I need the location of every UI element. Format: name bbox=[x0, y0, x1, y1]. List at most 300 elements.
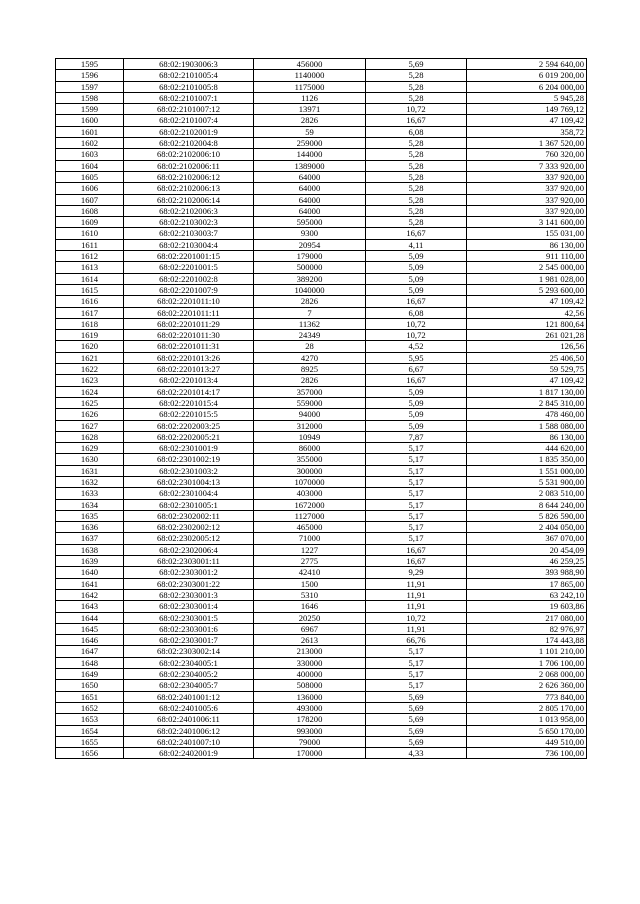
row-number-cell: 1625 bbox=[56, 397, 124, 408]
table-row bbox=[56, 205, 587, 216]
table-row bbox=[56, 330, 587, 341]
rate-cell: 4,52 bbox=[366, 341, 467, 352]
table-row bbox=[56, 556, 587, 567]
table-row bbox=[56, 646, 587, 657]
row-number-cell: 1655 bbox=[56, 736, 124, 747]
cadastral-value-cell: 47 109,42 bbox=[467, 375, 587, 386]
row-number-cell: 1646 bbox=[56, 635, 124, 646]
cadastral-number-cell: 68:02:2303001:7 bbox=[124, 635, 254, 646]
cadastral-value-cell: 1 551 000,00 bbox=[467, 465, 587, 476]
area-cell: 500000 bbox=[254, 262, 366, 273]
area-cell: 2826 bbox=[254, 375, 366, 386]
cadastral-value-cell: 47 109,42 bbox=[467, 296, 587, 307]
rate-cell: 66,76 bbox=[366, 635, 467, 646]
row-number-cell: 1624 bbox=[56, 386, 124, 397]
cadastral-number-cell: 68:02:2301002:19 bbox=[124, 454, 254, 465]
area-cell: 2826 bbox=[254, 296, 366, 307]
rate-cell: 5,17 bbox=[366, 488, 467, 499]
row-number-cell: 1607 bbox=[56, 194, 124, 205]
cadastral-value-cell: 42,56 bbox=[467, 307, 587, 318]
table-row bbox=[56, 92, 587, 103]
table-row bbox=[56, 714, 587, 725]
rate-cell: 5,28 bbox=[366, 70, 467, 81]
area-cell: 493000 bbox=[254, 702, 366, 713]
table-row bbox=[56, 341, 587, 352]
cadastral-number-cell: 68:02:2301005:1 bbox=[124, 499, 254, 510]
cadastral-number-cell: 68:02:2102006:3 bbox=[124, 205, 254, 216]
table-row bbox=[56, 736, 587, 747]
cadastral-number-cell: 68:02:2202005:21 bbox=[124, 431, 254, 442]
cadastral-number-cell: 68:02:2201015:4 bbox=[124, 397, 254, 408]
table-row bbox=[56, 171, 587, 182]
area-cell: 213000 bbox=[254, 646, 366, 657]
cadastral-value-cell: 86 130,00 bbox=[467, 431, 587, 442]
area-cell: 6967 bbox=[254, 623, 366, 634]
area-cell: 2775 bbox=[254, 556, 366, 567]
area-cell: 465000 bbox=[254, 522, 366, 533]
area-cell: 178200 bbox=[254, 714, 366, 725]
cadastral-number-cell: 68:02:2201013:26 bbox=[124, 352, 254, 363]
cadastral-number-cell: 68:02:2201013:4 bbox=[124, 375, 254, 386]
cadastral-value-cell: 736 100,00 bbox=[467, 748, 587, 759]
area-cell: 20954 bbox=[254, 239, 366, 250]
table-body bbox=[56, 59, 587, 759]
cadastral-number-cell: 68:02:2201011:10 bbox=[124, 296, 254, 307]
row-number-cell: 1648 bbox=[56, 657, 124, 668]
table-row bbox=[56, 420, 587, 431]
rate-cell: 16,67 bbox=[366, 556, 467, 567]
row-number-cell: 1598 bbox=[56, 92, 124, 103]
table-row bbox=[56, 239, 587, 250]
cadastral-number-cell: 68:02:2304005:2 bbox=[124, 669, 254, 680]
cadastral-number-cell: 68:02:2201011:29 bbox=[124, 318, 254, 329]
area-cell: 559000 bbox=[254, 397, 366, 408]
table-row bbox=[56, 510, 587, 521]
rate-cell: 5,17 bbox=[366, 476, 467, 487]
table-row bbox=[56, 273, 587, 284]
area-cell: 357000 bbox=[254, 386, 366, 397]
cadastral-value-cell: 1 013 958,00 bbox=[467, 714, 587, 725]
area-cell: 456000 bbox=[254, 59, 366, 70]
cadastral-value-cell: 59 529,75 bbox=[467, 364, 587, 375]
table-row bbox=[56, 104, 587, 115]
area-cell: 1127000 bbox=[254, 510, 366, 521]
cadastral-value-cell: 2 068 000,00 bbox=[467, 669, 587, 680]
cadastral-value-cell: 5 650 170,00 bbox=[467, 725, 587, 736]
row-number-cell: 1609 bbox=[56, 217, 124, 228]
row-number-cell: 1610 bbox=[56, 228, 124, 239]
table-row bbox=[56, 533, 587, 544]
area-cell: 9300 bbox=[254, 228, 366, 239]
cadastral-value-cell: 7 333 920,00 bbox=[467, 160, 587, 171]
cadastral-value-cell: 5 293 600,00 bbox=[467, 284, 587, 295]
cadastral-number-cell: 68:02:2201002:8 bbox=[124, 273, 254, 284]
rate-cell: 5,28 bbox=[366, 160, 467, 171]
rate-cell: 5,28 bbox=[366, 205, 467, 216]
area-cell: 1389000 bbox=[254, 160, 366, 171]
row-number-cell: 1641 bbox=[56, 578, 124, 589]
rate-cell: 4,11 bbox=[366, 239, 467, 250]
rate-cell: 5,17 bbox=[366, 669, 467, 680]
rate-cell: 10,72 bbox=[366, 612, 467, 623]
cadastral-value-cell: 337 920,00 bbox=[467, 205, 587, 216]
area-cell: 7 bbox=[254, 307, 366, 318]
cadastral-number-cell: 68:02:2301001:9 bbox=[124, 443, 254, 454]
cadastral-number-cell: 68:02:2201007:9 bbox=[124, 284, 254, 295]
row-number-cell: 1636 bbox=[56, 522, 124, 533]
table-row bbox=[56, 318, 587, 329]
row-number-cell: 1652 bbox=[56, 702, 124, 713]
rate-cell: 5,28 bbox=[366, 138, 467, 149]
cadastral-value-cell: 1 981 028,00 bbox=[467, 273, 587, 284]
row-number-cell: 1633 bbox=[56, 488, 124, 499]
row-number-cell: 1639 bbox=[56, 556, 124, 567]
row-number-cell: 1622 bbox=[56, 364, 124, 375]
table-row bbox=[56, 375, 587, 386]
area-cell: 1070000 bbox=[254, 476, 366, 487]
cadastral-value-cell: 760 320,00 bbox=[467, 149, 587, 160]
cadastral-number-cell: 68:02:2102006:14 bbox=[124, 194, 254, 205]
rate-cell: 5,69 bbox=[366, 725, 467, 736]
cadastral-number-cell: 68:02:2201001:15 bbox=[124, 251, 254, 262]
table-row bbox=[56, 635, 587, 646]
table-row bbox=[56, 262, 587, 273]
cadastral-number-cell: 68:02:2401007:10 bbox=[124, 736, 254, 747]
cadastral-value-cell: 337 920,00 bbox=[467, 171, 587, 182]
area-cell: 400000 bbox=[254, 669, 366, 680]
area-cell: 508000 bbox=[254, 680, 366, 691]
cadastral-value-cell: 2 594 640,00 bbox=[467, 59, 587, 70]
area-cell: 71000 bbox=[254, 533, 366, 544]
area-cell: 259000 bbox=[254, 138, 366, 149]
cadastral-value-cell: 337 920,00 bbox=[467, 194, 587, 205]
area-cell: 595000 bbox=[254, 217, 366, 228]
row-number-cell: 1643 bbox=[56, 601, 124, 612]
rate-cell: 5,28 bbox=[366, 171, 467, 182]
row-number-cell: 1629 bbox=[56, 443, 124, 454]
area-cell: 11362 bbox=[254, 318, 366, 329]
area-cell: 403000 bbox=[254, 488, 366, 499]
cadastral-value-cell: 86 130,00 bbox=[467, 239, 587, 250]
cadastral-value-cell: 911 110,00 bbox=[467, 251, 587, 262]
table-row bbox=[56, 352, 587, 363]
row-number-cell: 1615 bbox=[56, 284, 124, 295]
area-cell: 312000 bbox=[254, 420, 366, 431]
row-number-cell: 1614 bbox=[56, 273, 124, 284]
row-number-cell: 1626 bbox=[56, 409, 124, 420]
rate-cell: 5,28 bbox=[366, 183, 467, 194]
rate-cell: 6,67 bbox=[366, 364, 467, 375]
row-number-cell: 1601 bbox=[56, 126, 124, 137]
row-number-cell: 1632 bbox=[56, 476, 124, 487]
area-cell: 170000 bbox=[254, 748, 366, 759]
cadastral-number-cell: 68:02:2202003:25 bbox=[124, 420, 254, 431]
rate-cell: 5,17 bbox=[366, 454, 467, 465]
cadastral-number-cell: 68:02:2102006:10 bbox=[124, 149, 254, 160]
cadastral-number-cell: 68:02:2301004:4 bbox=[124, 488, 254, 499]
row-number-cell: 1613 bbox=[56, 262, 124, 273]
cadastral-value-cell: 1 367 520,00 bbox=[467, 138, 587, 149]
rate-cell: 5,17 bbox=[366, 680, 467, 691]
rate-cell: 11,91 bbox=[366, 601, 467, 612]
cadastral-number-cell: 68:02:2102006:12 bbox=[124, 171, 254, 182]
cadastral-number-cell: 68:02:2103004:4 bbox=[124, 239, 254, 250]
row-number-cell: 1605 bbox=[56, 171, 124, 182]
table-row bbox=[56, 296, 587, 307]
area-cell: 8925 bbox=[254, 364, 366, 375]
row-number-cell: 1619 bbox=[56, 330, 124, 341]
cadastral-number-cell: 68:02:2303001:2 bbox=[124, 567, 254, 578]
area-cell: 389200 bbox=[254, 273, 366, 284]
cadastral-value-cell: 126,56 bbox=[467, 341, 587, 352]
rate-cell: 5,28 bbox=[366, 149, 467, 160]
area-cell: 79000 bbox=[254, 736, 366, 747]
cadastral-number-cell: 68:02:2201011:30 bbox=[124, 330, 254, 341]
cadastral-number-cell: 68:02:2301004:13 bbox=[124, 476, 254, 487]
cadastral-number-cell: 68:02:2201015:5 bbox=[124, 409, 254, 420]
cadastral-number-cell: 68:02:2303001:4 bbox=[124, 601, 254, 612]
row-number-cell: 1618 bbox=[56, 318, 124, 329]
cadastral-value-cell: 6 204 000,00 bbox=[467, 81, 587, 92]
cadastral-number-cell: 68:02:2304005:1 bbox=[124, 657, 254, 668]
cadastral-value-cell: 5 531 900,00 bbox=[467, 476, 587, 487]
area-cell: 94000 bbox=[254, 409, 366, 420]
rate-cell: 5,09 bbox=[366, 397, 467, 408]
cadastral-number-cell: 68:02:2303002:14 bbox=[124, 646, 254, 657]
cadastral-value-cell: 3 141 600,00 bbox=[467, 217, 587, 228]
row-number-cell: 1596 bbox=[56, 70, 124, 81]
row-number-cell: 1654 bbox=[56, 725, 124, 736]
row-number-cell: 1642 bbox=[56, 589, 124, 600]
table-row bbox=[56, 397, 587, 408]
table-row bbox=[56, 183, 587, 194]
cadastral-number-cell: 68:02:1903006:3 bbox=[124, 59, 254, 70]
cadastral-number-cell: 68:02:2102004:8 bbox=[124, 138, 254, 149]
cadastral-value-cell: 8 644 240,00 bbox=[467, 499, 587, 510]
rate-cell: 5,09 bbox=[366, 420, 467, 431]
table-row bbox=[56, 612, 587, 623]
table-row bbox=[56, 748, 587, 759]
cadastral-number-cell: 68:02:2401006:11 bbox=[124, 714, 254, 725]
area-cell: 179000 bbox=[254, 251, 366, 262]
table-row bbox=[56, 431, 587, 442]
row-number-cell: 1656 bbox=[56, 748, 124, 759]
area-cell: 1175000 bbox=[254, 81, 366, 92]
cadastral-number-cell: 68:02:2101007:1 bbox=[124, 92, 254, 103]
cadastral-number-cell: 68:02:2401005:6 bbox=[124, 702, 254, 713]
row-number-cell: 1650 bbox=[56, 680, 124, 691]
area-cell: 64000 bbox=[254, 194, 366, 205]
rate-cell: 16,67 bbox=[366, 296, 467, 307]
row-number-cell: 1631 bbox=[56, 465, 124, 476]
rate-cell: 5,28 bbox=[366, 81, 467, 92]
rate-cell: 5,09 bbox=[366, 409, 467, 420]
cadastral-number-cell: 68:02:2101005:8 bbox=[124, 81, 254, 92]
rate-cell: 11,91 bbox=[366, 589, 467, 600]
cadastral-value-cell: 367 070,00 bbox=[467, 533, 587, 544]
row-number-cell: 1620 bbox=[56, 341, 124, 352]
rate-cell: 5,17 bbox=[366, 510, 467, 521]
cadastral-number-cell: 68:02:2302002:12 bbox=[124, 522, 254, 533]
rate-cell: 5,17 bbox=[366, 533, 467, 544]
row-number-cell: 1603 bbox=[56, 149, 124, 160]
table-row bbox=[56, 499, 587, 510]
table-row bbox=[56, 126, 587, 137]
area-cell: 1227 bbox=[254, 544, 366, 555]
rate-cell: 5,69 bbox=[366, 59, 467, 70]
area-cell: 2826 bbox=[254, 115, 366, 126]
rate-cell: 5,17 bbox=[366, 522, 467, 533]
rate-cell: 16,67 bbox=[366, 228, 467, 239]
row-number-cell: 1628 bbox=[56, 431, 124, 442]
cadastral-value-cell: 478 460,00 bbox=[467, 409, 587, 420]
rate-cell: 5,09 bbox=[366, 284, 467, 295]
rate-cell: 9,29 bbox=[366, 567, 467, 578]
row-number-cell: 1606 bbox=[56, 183, 124, 194]
rate-cell: 10,72 bbox=[366, 330, 467, 341]
cadastral-value-cell: 6 019 200,00 bbox=[467, 70, 587, 81]
table-row bbox=[56, 251, 587, 262]
rate-cell: 5,17 bbox=[366, 646, 467, 657]
row-number-cell: 1651 bbox=[56, 691, 124, 702]
table-row bbox=[56, 138, 587, 149]
table-row bbox=[56, 160, 587, 171]
cadastral-value-cell: 358,72 bbox=[467, 126, 587, 137]
rate-cell: 5,17 bbox=[366, 465, 467, 476]
cadastral-value-cell: 1 588 080,00 bbox=[467, 420, 587, 431]
table-row bbox=[56, 70, 587, 81]
table-row bbox=[56, 669, 587, 680]
cadastral-number-cell: 68:02:2201011:11 bbox=[124, 307, 254, 318]
cadastral-value-cell: 82 976,97 bbox=[467, 623, 587, 634]
cadastral-number-cell: 68:02:2103003:7 bbox=[124, 228, 254, 239]
table-row bbox=[56, 409, 587, 420]
area-cell: 330000 bbox=[254, 657, 366, 668]
table-row bbox=[56, 567, 587, 578]
area-cell: 1646 bbox=[254, 601, 366, 612]
cadastral-number-cell: 68:02:2302002:11 bbox=[124, 510, 254, 521]
rate-cell: 5,28 bbox=[366, 92, 467, 103]
rate-cell: 16,67 bbox=[366, 544, 467, 555]
rate-cell: 5,17 bbox=[366, 657, 467, 668]
cadastral-value-cell: 1 101 210,00 bbox=[467, 646, 587, 657]
cadastral-value-cell: 5 826 590,00 bbox=[467, 510, 587, 521]
area-cell: 1672000 bbox=[254, 499, 366, 510]
rate-cell: 11,91 bbox=[366, 623, 467, 634]
row-number-cell: 1599 bbox=[56, 104, 124, 115]
cadastral-value-cell: 121 800,64 bbox=[467, 318, 587, 329]
table-row bbox=[56, 465, 587, 476]
area-cell: 300000 bbox=[254, 465, 366, 476]
row-number-cell: 1653 bbox=[56, 714, 124, 725]
table-row bbox=[56, 443, 587, 454]
cadastral-value-cell: 449 510,00 bbox=[467, 736, 587, 747]
rate-cell: 10,72 bbox=[366, 318, 467, 329]
cadastral-number-cell: 68:02:2102001:9 bbox=[124, 126, 254, 137]
rate-cell: 6,08 bbox=[366, 126, 467, 137]
cadastral-number-cell: 68:02:2101007:4 bbox=[124, 115, 254, 126]
table-row bbox=[56, 194, 587, 205]
row-number-cell: 1597 bbox=[56, 81, 124, 92]
cadastral-value-cell: 47 109,42 bbox=[467, 115, 587, 126]
cadastral-number-cell: 68:02:2401006:12 bbox=[124, 725, 254, 736]
area-cell: 28 bbox=[254, 341, 366, 352]
rate-cell: 11,91 bbox=[366, 578, 467, 589]
row-number-cell: 1640 bbox=[56, 567, 124, 578]
row-number-cell: 1617 bbox=[56, 307, 124, 318]
area-cell: 2613 bbox=[254, 635, 366, 646]
area-cell: 136000 bbox=[254, 691, 366, 702]
cadastral-value-cell: 5 945,28 bbox=[467, 92, 587, 103]
cadastral-number-cell: 68:02:2201014:17 bbox=[124, 386, 254, 397]
cadastral-value-cell: 17 865,00 bbox=[467, 578, 587, 589]
cadastral-value-cell: 444 620,00 bbox=[467, 443, 587, 454]
row-number-cell: 1627 bbox=[56, 420, 124, 431]
table-row bbox=[56, 702, 587, 713]
rate-cell: 10,72 bbox=[366, 104, 467, 115]
table-row bbox=[56, 59, 587, 70]
row-number-cell: 1600 bbox=[56, 115, 124, 126]
table-row bbox=[56, 680, 587, 691]
table-row bbox=[56, 691, 587, 702]
cadastral-value-cell: 2 083 510,00 bbox=[467, 488, 587, 499]
cadastral-value-cell: 1 817 130,00 bbox=[467, 386, 587, 397]
cadastral-number-cell: 68:02:2201001:5 bbox=[124, 262, 254, 273]
area-cell: 59 bbox=[254, 126, 366, 137]
table-row bbox=[56, 488, 587, 499]
table-row bbox=[56, 81, 587, 92]
rate-cell: 5,09 bbox=[366, 262, 467, 273]
area-cell: 4270 bbox=[254, 352, 366, 363]
table-row bbox=[56, 544, 587, 555]
table-row bbox=[56, 217, 587, 228]
table-row bbox=[56, 307, 587, 318]
cadastral-value-cell: 25 406,50 bbox=[467, 352, 587, 363]
area-cell: 24349 bbox=[254, 330, 366, 341]
table-row bbox=[56, 657, 587, 668]
cadastral-number-cell: 68:02:2302006:4 bbox=[124, 544, 254, 555]
cadastral-value-cell: 19 603,86 bbox=[467, 601, 587, 612]
rate-cell: 5,69 bbox=[366, 691, 467, 702]
row-number-cell: 1637 bbox=[56, 533, 124, 544]
table-row bbox=[56, 386, 587, 397]
cadastral-number-cell: 68:02:2303001:11 bbox=[124, 556, 254, 567]
rate-cell: 5,28 bbox=[366, 194, 467, 205]
row-number-cell: 1616 bbox=[56, 296, 124, 307]
area-cell: 5310 bbox=[254, 589, 366, 600]
rate-cell: 7,87 bbox=[366, 431, 467, 442]
cadastral-number-cell: 68:02:2102006:13 bbox=[124, 183, 254, 194]
cadastral-value-cell: 773 840,00 bbox=[467, 691, 587, 702]
rate-cell: 5,17 bbox=[366, 499, 467, 510]
row-number-cell: 1604 bbox=[56, 160, 124, 171]
row-number-cell: 1645 bbox=[56, 623, 124, 634]
table-row bbox=[56, 725, 587, 736]
rate-cell: 5,09 bbox=[366, 273, 467, 284]
row-number-cell: 1611 bbox=[56, 239, 124, 250]
cadastral-value-cell: 2 845 310,00 bbox=[467, 397, 587, 408]
cadastral-number-cell: 68:02:2101007:12 bbox=[124, 104, 254, 115]
cadastral-number-cell: 68:02:2201013:27 bbox=[124, 364, 254, 375]
cadastral-value-cell: 20 454,09 bbox=[467, 544, 587, 555]
area-cell: 1500 bbox=[254, 578, 366, 589]
row-number-cell: 1608 bbox=[56, 205, 124, 216]
cadastral-value-cell: 1 706 100,00 bbox=[467, 657, 587, 668]
cadastral-value-cell: 155 031,00 bbox=[467, 228, 587, 239]
table-row bbox=[56, 589, 587, 600]
area-cell: 86000 bbox=[254, 443, 366, 454]
cadastral-number-cell: 68:02:2303001:6 bbox=[124, 623, 254, 634]
